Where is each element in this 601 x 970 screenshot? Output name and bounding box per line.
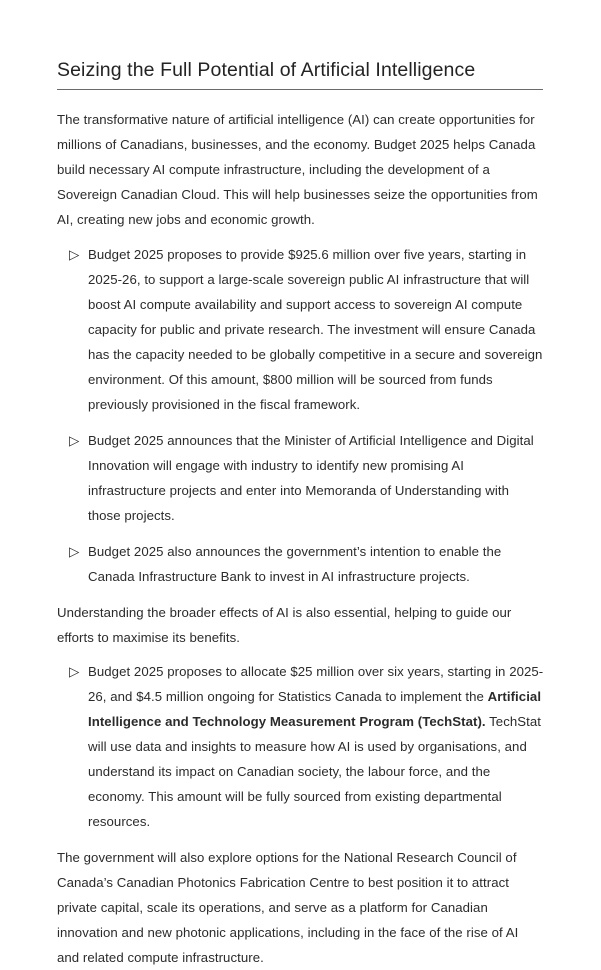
techstat-program-name: Artificial Intelligence and Technology Measurement Program (TechStat). [88,689,542,729]
heading-divider [57,89,543,90]
closing-paragraph: The government will also explore options for the National Research Council of Canada’s Canadian Photonics Fabrication Centre to best position it to attract private capital, scale its operations, and serve as a platform for Canadian innovation and new photonic applications, including in the face of the rise of AI and related compute infrastructure. [57,850,519,965]
list-item-text: Budget 2025 announces that the Minister of Artificial Intelligence and Digital Innovation will engage with industry to identify new promising AI infrastructure projects and enter into Memoranda of Understanding with those projects. [88,433,534,523]
list-item [57,242,544,417]
techstat-trail-text: TechStat will use data and insights to measure how AI is used by organisations, and understand its impact on Canadian society, the labour force, and the economy. This amount will be fully sourced from existing departmental resources. [88,714,541,829]
bullet-list-techstat [57,659,544,834]
techstat-lead-text: Budget 2025 proposes to allocate $25 million over six years, starting in 2025-26, and $4.5 million ongoing for Statistics Canada to implement the [88,664,544,704]
page-title: Seizing the Full Potential of Artificial Intelligence [57,59,476,81]
hollow-right-triangle-icon: ▷ [69,664,80,679]
list-item [57,539,544,589]
bullet-list-ai-infrastructure [57,242,544,589]
list-item-text: Budget 2025 proposes to provide $925.6 million over five years, starting in 2025-26, to support a large-scale sovereign public AI infrastructure that will boost AI compute availability and support access to sovereign AI compute capacity for public and private research. The investment will ensure Canada has the capacity needed to be globally competitive in a secure and sovereign environment. Of this amount, $800 million will be sourced from funds previously provisioned in the fiscal framework. [88,247,543,412]
intro-paragraph: The transformative nature of artificial intelligence (AI) can create opportunities for millions of Canadians, businesses, and the economy. Budget 2025 helps Canada build necessary AI compute infrastructure, including the development of a Sovereign Canadian Cloud. This will help businesses seize the opportunities from AI, creating new jobs and economic growth. [57,112,538,227]
list-item-text [88,664,543,829]
hollow-right-triangle-icon: ▷ [69,544,80,559]
hollow-right-triangle-icon: ▷ [69,247,80,262]
list-item-text: Budget 2025 also announces the government’s intention to enable the Canada Infrastructure Bank to invest in AI infrastructure projects. [88,544,502,584]
list-item [57,428,544,528]
hollow-right-triangle-icon: ▷ [69,433,80,448]
middle-paragraph: Understanding the broader effects of AI is also essential, helping to guide our efforts to maximise its benefits. [57,605,512,645]
list-item [57,659,544,834]
